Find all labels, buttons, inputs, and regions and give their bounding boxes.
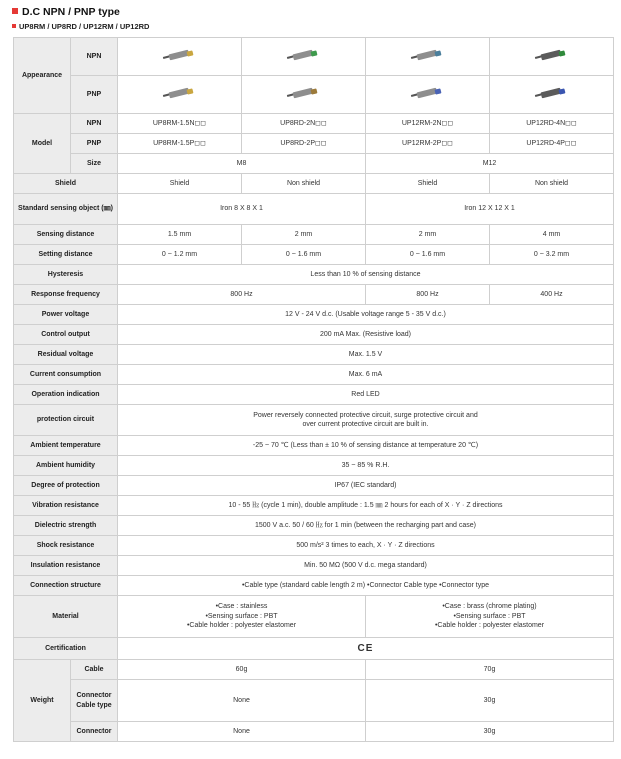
protection-label: protection circuit (14, 405, 118, 436)
table-cell: IP67 (IEC standard) (118, 476, 614, 496)
indication-label: Operation indication (14, 385, 118, 405)
sensing-object-label: Standard sensing object (㎜) (14, 194, 118, 225)
table-cell: 2 mm (242, 225, 366, 245)
table-row (14, 476, 614, 496)
table-row (14, 285, 614, 305)
table-row (14, 154, 614, 174)
sensor-image-icon (490, 38, 614, 76)
table-cell: 0 ~ 1.2 mm (118, 245, 242, 265)
appearance-pnp-label: PNP (71, 76, 118, 114)
sensor-image-icon (366, 76, 490, 114)
table-row (14, 325, 614, 345)
table-row (14, 225, 614, 245)
table-row (14, 405, 614, 436)
table-cell: 1500 V a.c. 50 / 60 ㎐ for 1 min (between the recharging part and case) (118, 516, 614, 536)
table-cell: -25 ~ 70 ℃ (Less than ± 10 % of sensing distance at temperature 20 ℃) (118, 436, 614, 456)
model-size-label: Size (71, 154, 118, 174)
model-npn-cell: UP8RM-1.5N◻◻ (118, 114, 242, 134)
table-cell: 60g (118, 660, 366, 680)
table-cell: Red LED (118, 385, 614, 405)
spec-table (13, 37, 614, 742)
table-row (14, 194, 614, 225)
power-label: Power voltage (14, 305, 118, 325)
sensor-image-icon (490, 76, 614, 114)
size-cell: M12 (366, 154, 614, 174)
table-cell: Min. 50 MΩ (500 V d.c. mega standard) (118, 556, 614, 576)
table-cell: 200 mA Max. (Resistive load) (118, 325, 614, 345)
table-row (14, 496, 614, 516)
sensor-image-icon (366, 38, 490, 76)
control-label: Control output (14, 325, 118, 345)
table-cell: Non shield (242, 174, 366, 194)
table-cell: 30g (366, 680, 614, 722)
table-cell: 12 V - 24 V d.c. (Usable voltage range 5 - 35 V d.c.) (118, 305, 614, 325)
table-row (14, 680, 614, 722)
model-pnp-cell: UP12RD-4P◻◻ (490, 134, 614, 154)
table-cell: None (118, 722, 366, 742)
table-row (14, 596, 614, 638)
table-row (14, 436, 614, 456)
shock-label: Shock resistance (14, 536, 118, 556)
table-cell: 4 mm (490, 225, 614, 245)
appearance-label: Appearance (14, 38, 71, 114)
table-row (14, 134, 614, 154)
table-row (14, 38, 614, 76)
table-cell: 30g (366, 722, 614, 742)
table-cell: Power reversely connected protective circuit, surge protective circuit and over current protective circuit are built in. (118, 405, 614, 436)
table-row (14, 516, 614, 536)
table-row (14, 265, 614, 285)
insulation-label: Insulation resistance (14, 556, 118, 576)
ambient-temp-label: Ambient temperature (14, 436, 118, 456)
table-cell: •Case : brass (chrome plating) •Sensing surface : PBT •Cable holder : polyester elastomer (366, 596, 614, 638)
model-npn-cell: UP12RD-4N◻◻ (490, 114, 614, 134)
model-npn-label: NPN (71, 114, 118, 134)
subtitle-bullet-icon (12, 24, 16, 28)
page-subtitle: UP8RM / UP8RD / UP12RM / UP12RD (12, 22, 149, 31)
weight-connector-cable-label: Connector Cable type (71, 680, 118, 722)
weight-connector-label: Connector (71, 722, 118, 742)
table-cell: 800 Hz (118, 285, 366, 305)
ambient-humidity-label: Ambient humidity (14, 456, 118, 476)
table-cell: 800 Hz (366, 285, 490, 305)
table-row (14, 345, 614, 365)
model-pnp-label: PNP (71, 134, 118, 154)
table-cell: Max. 6 mA (118, 365, 614, 385)
weight-label: Weight (14, 660, 71, 742)
sensor-image-icon (242, 76, 366, 114)
table-cell: Max. 1.5 V (118, 345, 614, 365)
table-cell: 0 ~ 1.6 mm (242, 245, 366, 265)
table-cell: 35 ~ 85 % R.H. (118, 456, 614, 476)
table-row (14, 305, 614, 325)
table-row (14, 660, 614, 680)
table-cell: Less than 10 % of sensing distance (118, 265, 614, 285)
table-row (14, 456, 614, 476)
appearance-npn-label: NPN (71, 38, 118, 76)
table-cell: 2 mm (366, 225, 490, 245)
hysteresis-label: Hysteresis (14, 265, 118, 285)
connection-label: Connection structure (14, 576, 118, 596)
model-label: Model (14, 114, 71, 174)
table-cell: 0 ~ 3.2 mm (490, 245, 614, 265)
residual-label: Residual voltage (14, 345, 118, 365)
title-marker-icon (12, 8, 18, 14)
table-cell: None (118, 680, 366, 722)
table-row (14, 385, 614, 405)
vibration-label: Vibration resistance (14, 496, 118, 516)
table-cell: •Cable type (standard cable length 2 m) •Connector Cable type •Connector type (118, 576, 614, 596)
certification-label: Certification (14, 638, 118, 660)
table-cell: •Case : stainless •Sensing surface : PBT •Cable holder : polyester elastomer (118, 596, 366, 638)
size-cell: M8 (118, 154, 366, 174)
response-label: Response frequency (14, 285, 118, 305)
model-npn-cell: UP12RM-2N◻◻ (366, 114, 490, 134)
model-pnp-cell: UP8RD-2P◻◻ (242, 134, 366, 154)
table-cell: 0 ~ 1.6 mm (366, 245, 490, 265)
table-row (14, 245, 614, 265)
table-row (14, 556, 614, 576)
table-cell: 70g (366, 660, 614, 680)
table-row (14, 114, 614, 134)
setting-distance-label: Setting distance (14, 245, 118, 265)
table-row (14, 365, 614, 385)
page-title: D.C NPN / PNP type (12, 6, 120, 18)
dielectric-label: Dielectric strength (14, 516, 118, 536)
table-row (14, 174, 614, 194)
model-npn-cell: UP8RD-2N◻◻ (242, 114, 366, 134)
sensor-image-icon (242, 38, 366, 76)
sensing-distance-label: Sensing distance (14, 225, 118, 245)
model-pnp-cell: UP12RM-2P◻◻ (366, 134, 490, 154)
table-cell: Shield (118, 174, 242, 194)
table-cell: 400 Hz (490, 285, 614, 305)
current-label: Current consumption (14, 365, 118, 385)
table-cell: 10 - 55 ㎐ (cycle 1 min), double amplitude : 1.5 ㎜ 2 hours for each of X · Y · Z directions (118, 496, 614, 516)
degree-label: Degree of protection (14, 476, 118, 496)
table-cell: Non shield (490, 174, 614, 194)
table-cell: 1.5 mm (118, 225, 242, 245)
model-pnp-cell: UP8RM-1.5P◻◻ (118, 134, 242, 154)
weight-cable-label: Cable (71, 660, 118, 680)
table-cell: Iron 8 X 8 X 1 (118, 194, 366, 225)
table-cell: 500 m/s² 3 times to each, X · Y · Z directions (118, 536, 614, 556)
shield-label: Shield (14, 174, 118, 194)
table-cell: Shield (366, 174, 490, 194)
table-row (14, 76, 614, 114)
table-row (14, 536, 614, 556)
table-cell: Iron 12 X 12 X 1 (366, 194, 614, 225)
sensor-image-icon (118, 38, 242, 76)
table-row (14, 576, 614, 596)
table-row (14, 638, 614, 660)
sensor-image-icon (118, 76, 242, 114)
table-row (14, 722, 614, 742)
ce-mark-icon: CE (118, 638, 614, 660)
material-label: Material (14, 596, 118, 638)
